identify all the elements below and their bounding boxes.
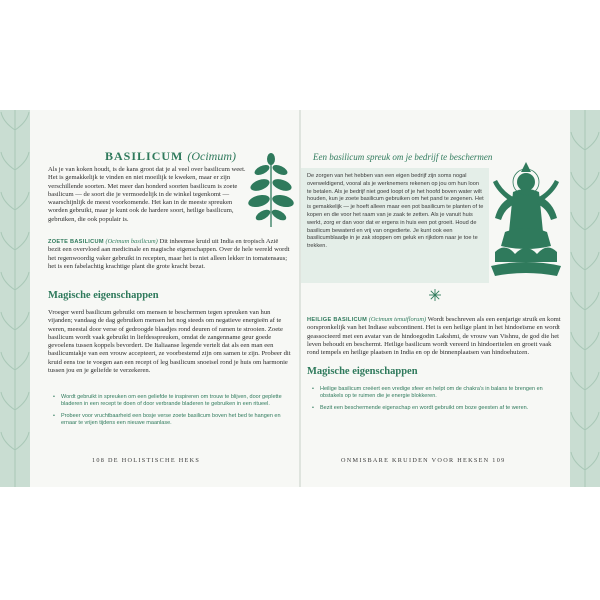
title-text: BASILICUM — [105, 149, 184, 163]
spell-title: Een basilicum spreuk om je bedrijf te beschermen — [313, 152, 493, 162]
spell-text: De zorgen van het hebben van een eigen bedrijf zijn soms nogal overweldigend, vooral als je werknemers rekenen op jou om hun loon te betalen. Als je bedrijf niet goed loopt of je het hoofd boven water wilt houden, kun je zoete basilicum gebruiken om het pand te zegenen. Het is gemakkelijk — je hoeft alleen maar een pot basilicum te planten of te kopen en die voor het raam van je zaak te zetten. Als je vanuit huis werkt, zorg er dan voor dat er ergens in huis een pot groeit. Houd de basilicum bewaterd en vrij van ongedierte. Je kunt ook een basilicumblaadje in je zak stoppen om geluk en rijkdom naar je toe te trekken. — [307, 173, 484, 250]
sweet-basil-text: Dit inheemse kruid uit India en tropisch Azië bezit een overvloed aan medicinale en magische eigenschappen. Over de hele wereld wordt het regenwoordig vaker gebruikt in recepten, maar het is niet alleen lekker in tomatensaus; het is een fabelachtig krachtige plant die grote kracht bezat. — [48, 238, 290, 270]
holy-basil-label: HEILIGE BASILICUM — [307, 317, 368, 323]
bullet-dot-icon: • — [53, 394, 55, 400]
basil-plant-illustration-icon — [248, 152, 294, 227]
list-item: • Heilige basilicum creëert een vredige sfeer en helpt om de chakra's in balans te brengen en obstakels op te ruimen die je energie blokkeren. — [312, 386, 543, 400]
right-leaf-border — [570, 110, 600, 487]
bullet-dot-icon: • — [312, 404, 314, 411]
magic-paragraph-left: Vroeger werd basilicum gebruikt om mensen te beschermen tegen spreuken van hun vijanden; vandaag de dag gebruiken mensen het nog steeds om negatieve energieën af te weren, meestal door verse of gedroogde blaadjes rond deuren of ramen te strooien. Zoete basilicum wordt vaak gebruikt in liefdesspreuken, omdat de zangenname geur goede gevoelens tussen koppels bevordert. De Italiaanse legende vertelt dat als een man een basilicumtakje van een vrouw accepteert, ze voorbestemd zijn om samen te zijn. Probeer dit kruid eens toe te voegen aan een recept of leg basilicum snoeisel rond je huis om harmonie tussen jou en je geliefde te verzekeren. — [48, 309, 291, 375]
spell-box — [301, 168, 489, 283]
sweet-basil-label: ZOETE BASILICUM — [48, 239, 104, 245]
bullet-list-right — [311, 386, 561, 416]
magic-heading-left: Magische eigenschappen — [48, 290, 159, 301]
list-item: • Probeer voor vruchtbaarheid een bosje verse zoete basilicum boven het bed te hangen en ernaar te vrijen tijdens een nieuwe maanlase. — [53, 412, 281, 426]
intro-paragraph: Als je van koken houdt, is de kans groot dat je al veel over basilicum weet. Het is gemakkelijk te vinden en niet moeilijk te kweken, maar er zijn verschillende soorten. Met meer dan honderd soorten basilicum is zoete basilicum — de soort die je vermoedelijk in de winkel tegenkomt — waarschijnlijk de meest voorkomende. Het kan in de meeste spreuken worden gebruikt, maar je kunt ook de hardere soort, heilige basilicum, gebruiken, die ook populair is. — [48, 166, 246, 223]
book-spread — [0, 110, 600, 487]
sweet-basil-latin: (Ocimum basilicum) — [105, 238, 158, 245]
right-page — [301, 110, 570, 487]
left-page — [30, 110, 299, 487]
magic-heading-right: Magische eigenschappen — [307, 366, 418, 377]
list-item: • Bezit een beschermende eigenschap en wordt gebruikt om boze geesten af te weren. — [312, 404, 529, 411]
page-number-left: 108 DE HOLISTISCHE HEKS — [92, 457, 201, 464]
bullet-dot-icon: • — [312, 386, 314, 392]
holy-basil-text: Wordt beschreven als een eenjarige struik en komt oorspronkelijk van het Indiase subcontinent. Het is een heilige plant in het hindoeïsme en wordt geassocieerd met een avatar van de hindoegodin Lakshmi, de vrouw van Vishnu, de god die het leven behoudt en beschermt. Heilige basilicum wordt vereerd in hindoeritelen en groeit vaak rond tempels en heilige plaatsen in India en op de binnenplaatsen van hindoehuizen. — [307, 316, 561, 357]
bullet-dot-icon: • — [53, 412, 55, 419]
lakshmi-goddess-illustration-icon — [491, 162, 561, 280]
page-number-right: ONMISBARE KRUIDEN VOOR HEKSEN 109 — [341, 457, 506, 464]
sweet-basil-paragraph — [48, 238, 292, 271]
list-item: • Wordt gebruikt in spreuken om een geliefde te inspireren om trouw te blijven, door geplette bladeren in een recept te doen of door verbrande bladeren te gebruiken in een ritueel. — [53, 394, 282, 408]
holy-basil-paragraph — [307, 316, 565, 357]
bullet-list-left — [52, 394, 290, 431]
leaf-border-icon — [570, 110, 600, 487]
page-title — [105, 149, 255, 164]
left-leaf-border — [0, 110, 30, 487]
leaf-border-icon — [0, 110, 30, 487]
holy-basil-latin: (Ocimum tenuiflorum) — [368, 316, 427, 323]
starburst-ornament-icon — [429, 288, 441, 300]
title-latin: (Ocimum) — [187, 149, 237, 163]
